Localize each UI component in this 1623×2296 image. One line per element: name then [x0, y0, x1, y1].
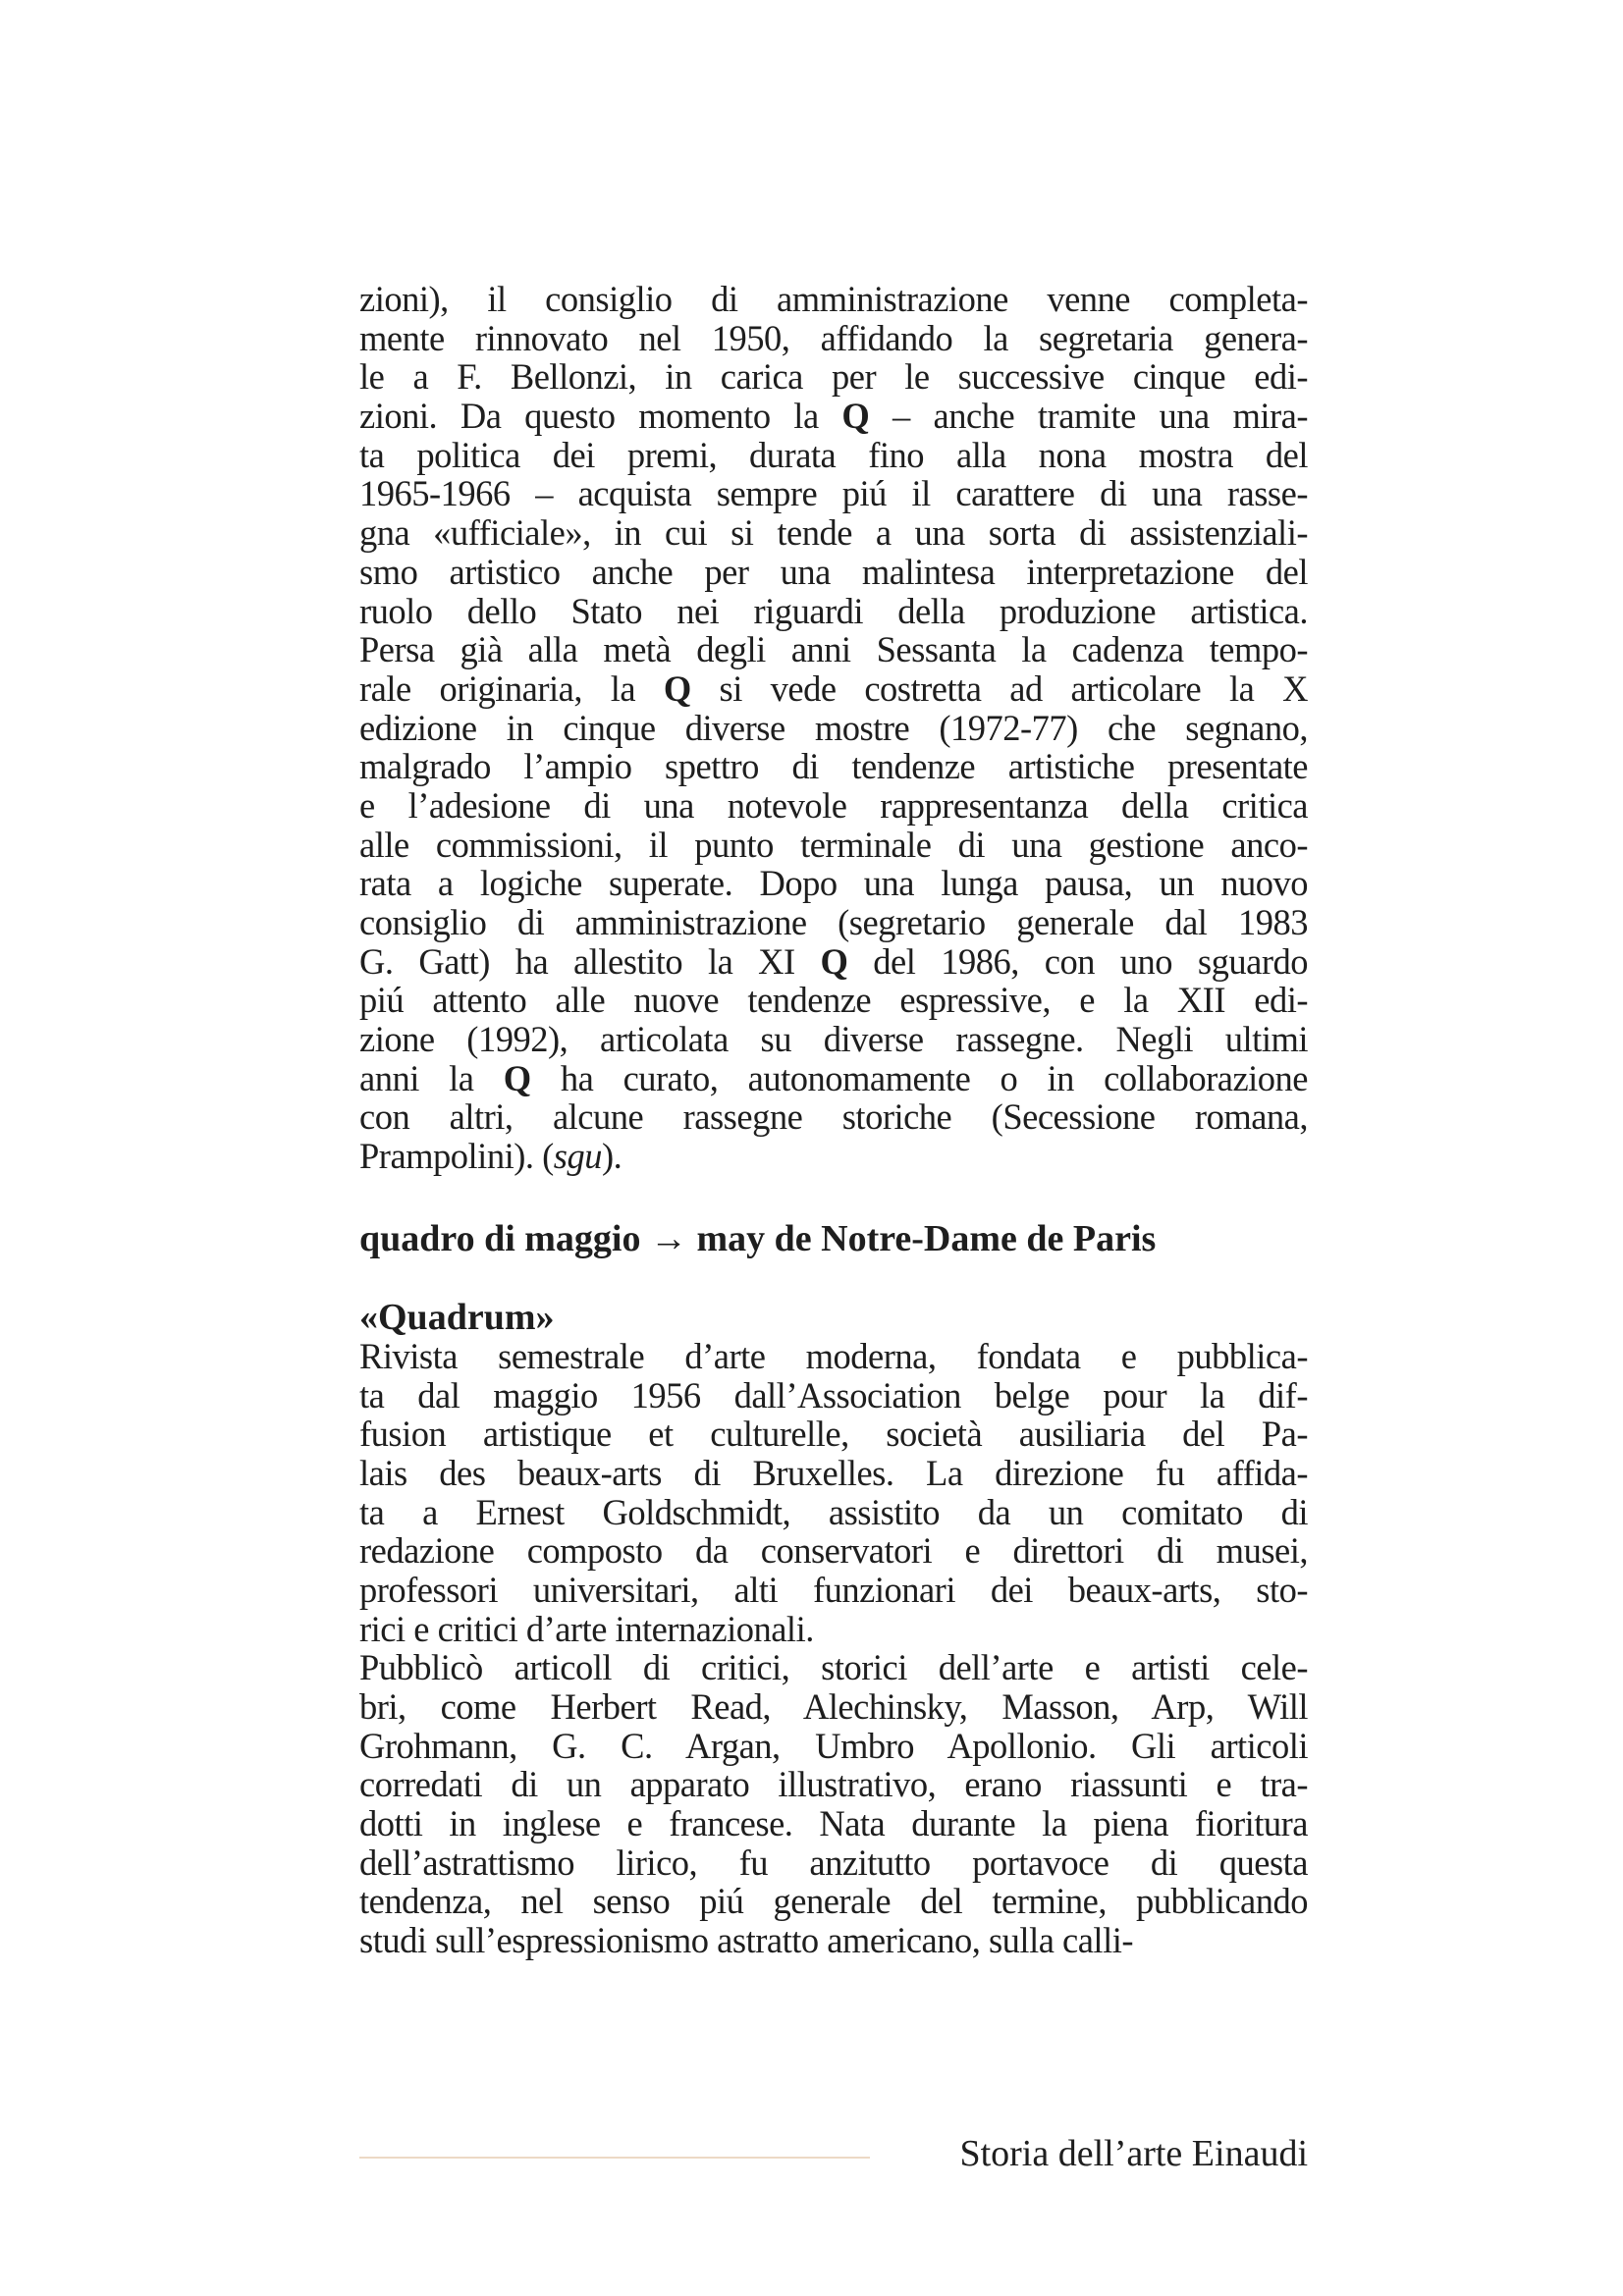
text-line: rici e critici d’arte internazionali. — [359, 1608, 814, 1649]
bold-abbrev: Q — [663, 667, 691, 709]
page-body — [359, 280, 1308, 1960]
text-line — [359, 397, 1308, 436]
bold-abbrev: Q — [841, 396, 870, 437]
bold-abbrev: Q — [820, 940, 848, 982]
paragraph-quadrum-intro — [359, 1337, 1308, 1649]
text-line: studi sull’espressionismo astratto americano, sulla calli- — [359, 1920, 1134, 1961]
paragraph-quadrum-articles — [359, 1648, 1308, 1960]
text-line: lais des beaux-arts di Bruxelles. La direzione fu affida- — [359, 1452, 1308, 1493]
author-sigla: sgu — [553, 1136, 602, 1177]
text-line: Pubblicò articoll di critici, storici dell’arte e artisti cele- — [359, 1647, 1308, 1688]
text-line: malgrado l’ampio spettro di tendenze artistiche presentate — [359, 746, 1308, 787]
text-line: con altri, alcune rassegne storiche (Secessione romana, — [359, 1096, 1308, 1138]
text-run: del 1986, con uno sguardo — [847, 940, 1308, 982]
text-line: zioni), il consiglio di amministrazione venne completa- — [359, 279, 1308, 319]
text-line: e l’adesione di una notevole rappresentanza della critica — [359, 784, 1308, 826]
text-line: corredati di un apparato illustrativo, erano riassunti e tra- — [359, 1764, 1308, 1805]
text-line: dell’astrattismo lirico, fu anzitutto portavoce di questa — [359, 1842, 1308, 1883]
crossref-term: quadro di maggio — [359, 1217, 641, 1259]
crossref-heading — [359, 1219, 1308, 1258]
footer-publisher: Storia dell’arte Einaudi — [959, 2133, 1308, 2174]
text-line: consiglio di amministrazione (segretario generale dal 1983 — [359, 902, 1308, 942]
entry-title: «Quadrum» — [359, 1296, 555, 1338]
text-line — [359, 669, 1308, 709]
footer-rule — [359, 2157, 870, 2159]
bold-abbrev: Q — [503, 1057, 531, 1098]
text-run: si vede costretta ad articolare la X — [690, 667, 1308, 709]
text-line: ta a Ernest Goldschmidt, assistito da un comitato di — [359, 1491, 1308, 1532]
text-line — [359, 1137, 1308, 1176]
text-line: 1965-1966 – acquista sempre piú il carattere di una rasse- — [359, 473, 1308, 514]
text-line: Grohmann, G. C. Argan, Umbro Apollonio. Gli articoli — [359, 1725, 1308, 1766]
text-line: bri, come Herbert Read, Alechinsky, Masson, Arp, Will — [359, 1686, 1308, 1727]
text-run: ). — [602, 1136, 622, 1177]
text-line: zione (1992), articolata su diverse rassegne. Negli ultimi — [359, 1019, 1308, 1060]
text-run: – anche tramite una mira- — [869, 396, 1308, 437]
text-line: fusion artistique et culturelle, società ausiliaria del Pa- — [359, 1414, 1308, 1455]
text-line: le a F. Bellonzi, in carica per le successive cinque edi- — [359, 356, 1308, 398]
text-line — [359, 942, 1308, 982]
text-line: tendenza, nel senso piú generale del termine, pubblicando — [359, 1881, 1308, 1922]
text-line: rata a logiche superate. Dopo una lunga pausa, un nuovo — [359, 863, 1308, 904]
text-line: ruolo dello Stato nei riguardi della produzione artistica. — [359, 590, 1308, 631]
crossref-target: may de Notre-Dame de Paris — [696, 1217, 1157, 1259]
text-run: rale originaria, la — [359, 667, 664, 709]
text-line: piú attento alle nuove tendenze espressive, e la XII edi- — [359, 980, 1308, 1021]
text-line: gna «ufficiale», in cui si tende a una sorta di assistenziali- — [359, 512, 1308, 554]
text-line: dotti in inglese e francese. Nata durante la piena fioritura — [359, 1803, 1308, 1844]
text-line: Persa già alla metà degli anni Sessanta la cadenza tempo- — [359, 629, 1308, 670]
text-line: edizione in cinque diverse mostre (1972-77) che segnano, — [359, 707, 1308, 748]
text-line: Rivista semestrale d’arte moderna, fondata e pubblica- — [359, 1335, 1308, 1376]
text-run: G. Gatt) ha allestito la XI — [359, 940, 821, 982]
text-line: smo artistico anche per una malintesa interpretazione del — [359, 551, 1308, 592]
text-run: Prampolini). ( — [359, 1136, 554, 1177]
text-line: alle commissioni, il punto terminale di una gestione anco- — [359, 824, 1308, 865]
text-line — [359, 1059, 1308, 1098]
spacer — [359, 1176, 1308, 1219]
paragraph-quadriennale-continued — [359, 280, 1308, 1176]
text-line: redazione composto da conservatori e direttori di musei, — [359, 1530, 1308, 1572]
arrow-icon: → — [649, 1217, 687, 1259]
text-run: anni la — [359, 1057, 504, 1098]
text-line: mente rinnovato nel 1950, affidando la segretaria genera- — [359, 317, 1308, 358]
text-line: ta politica dei premi, durata fino alla nona mostra del — [359, 434, 1308, 475]
text-line: ta dal maggio 1956 dall’Association belge pour la dif- — [359, 1374, 1308, 1415]
text-run: ha curato, autonomamente o in collaborazione — [530, 1057, 1309, 1098]
text-line: professori universitari, alti funzionari dei beaux-arts, sto- — [359, 1569, 1308, 1610]
text-run: zioni. Da questo momento la — [359, 396, 842, 437]
spacer — [359, 1258, 1308, 1298]
